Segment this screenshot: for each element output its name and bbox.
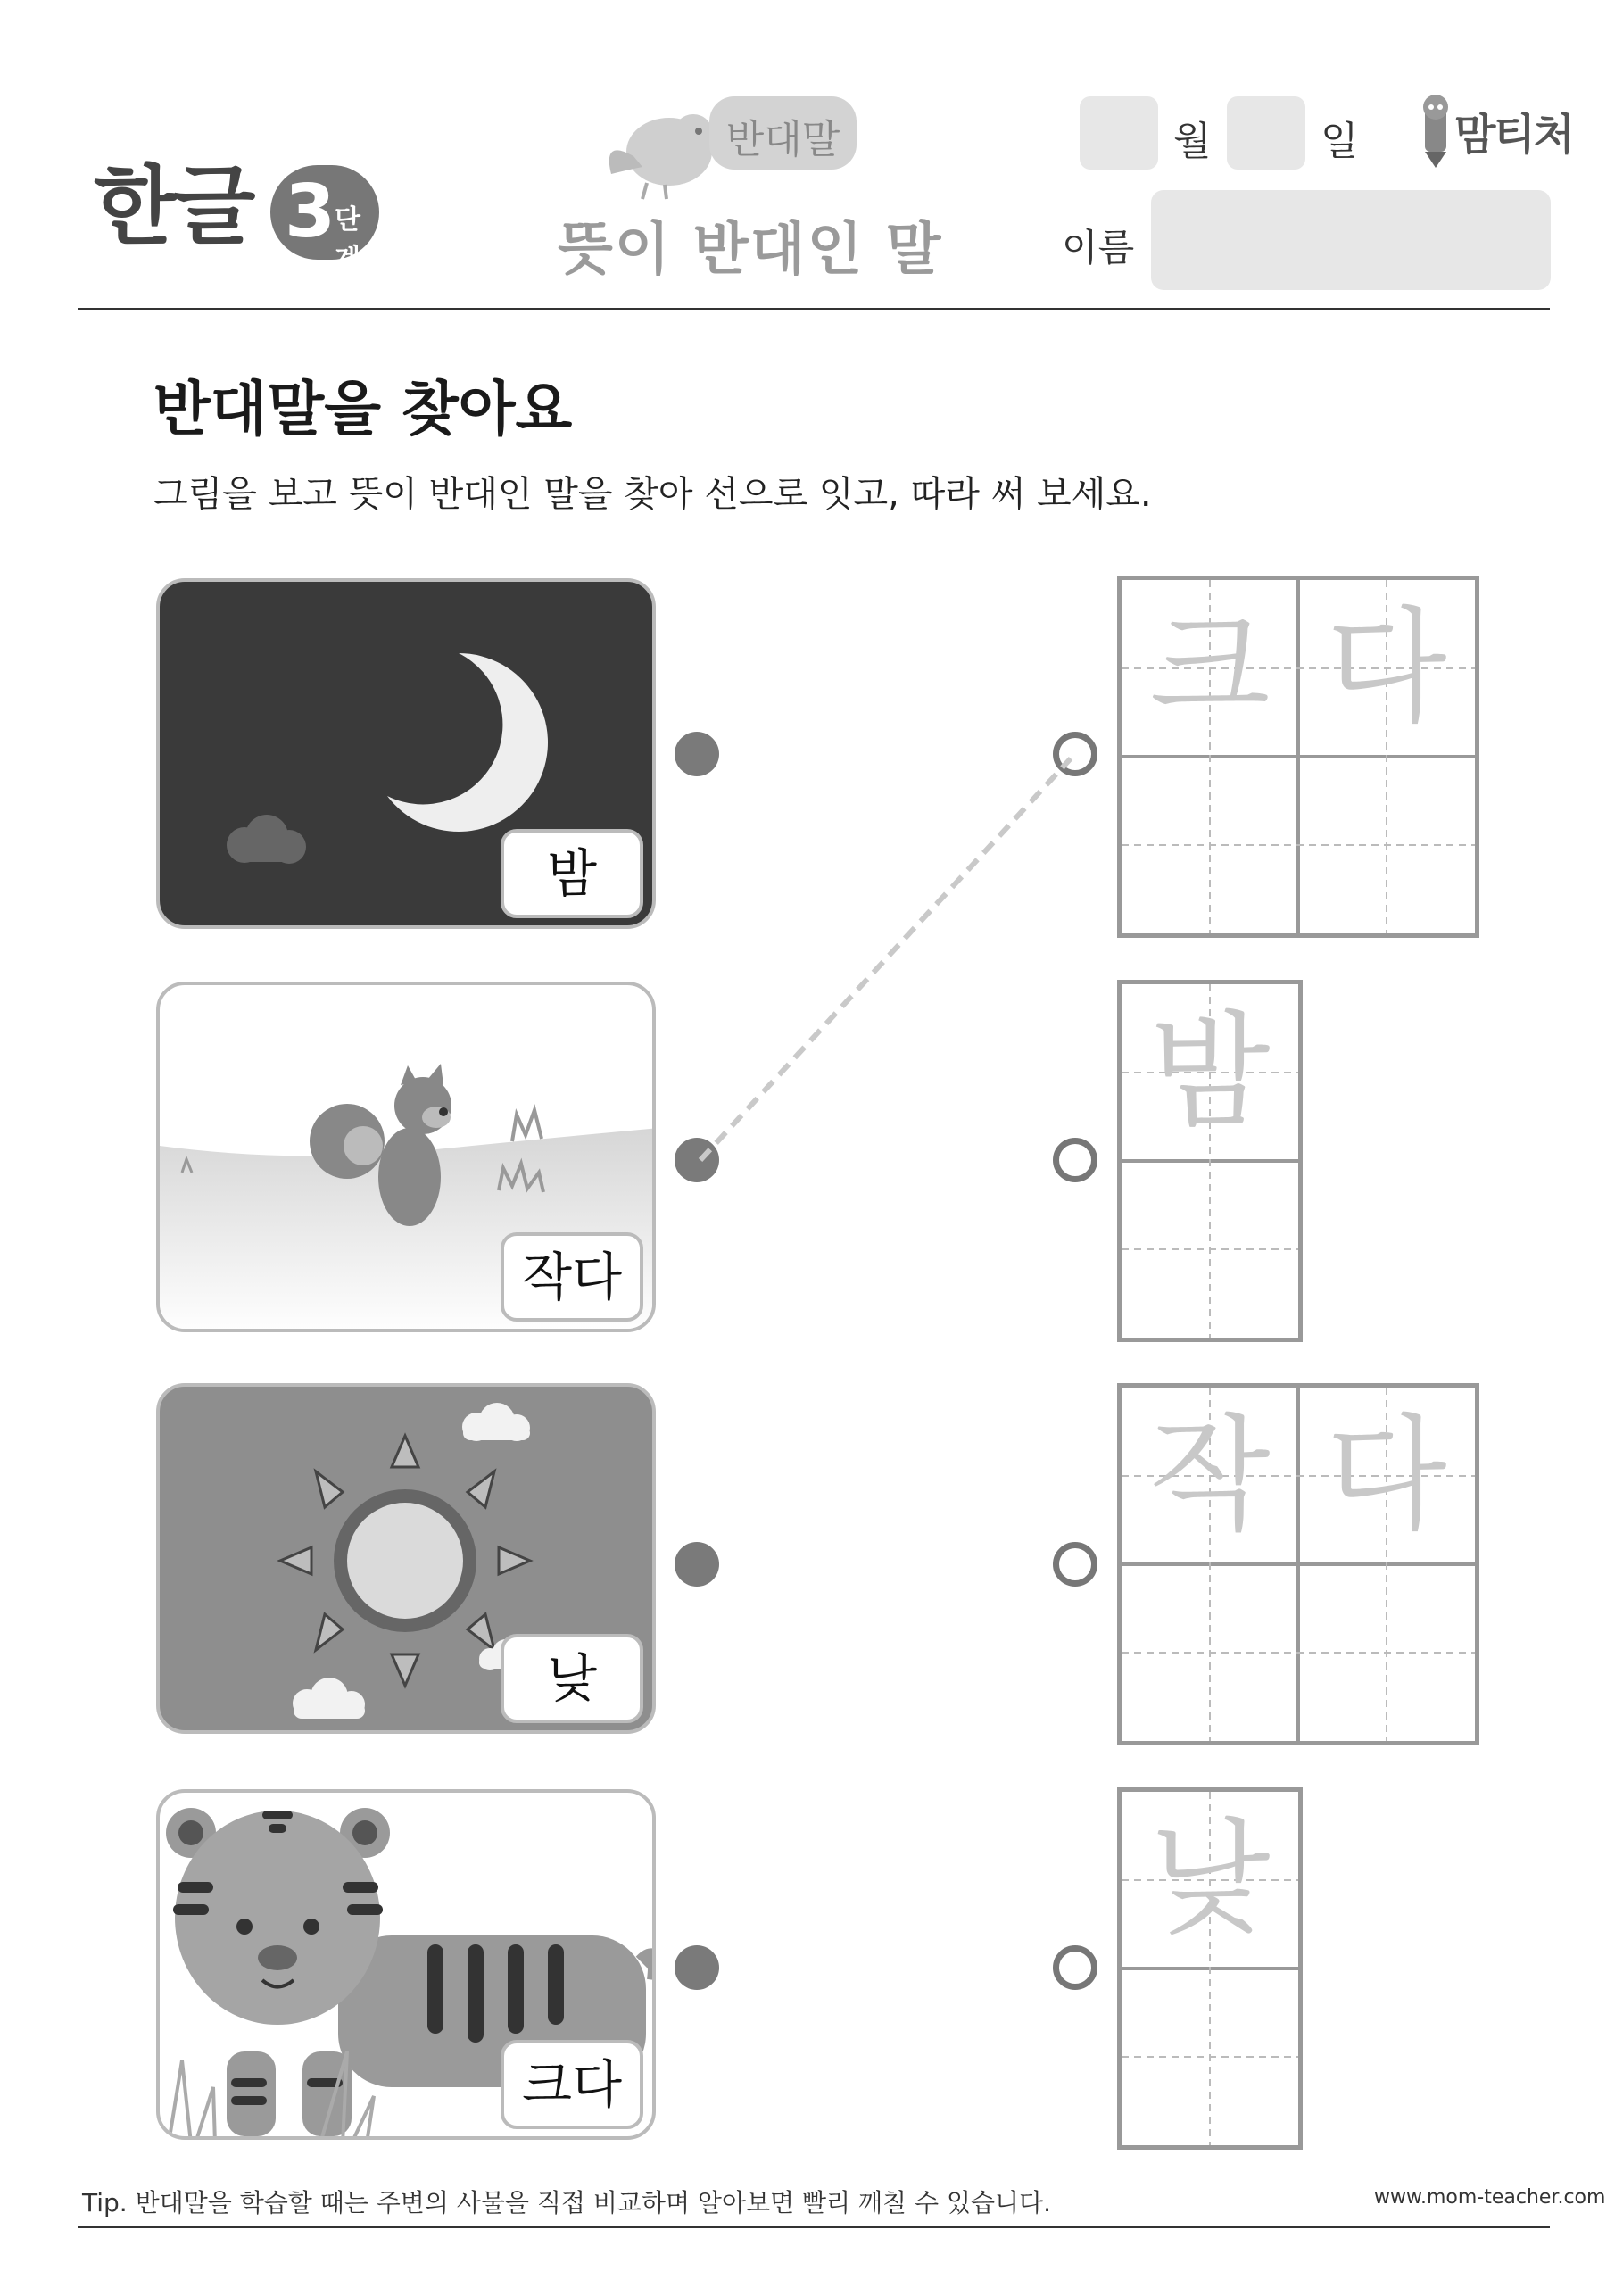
day-label: 일 [1321,119,1359,164]
trace-guide-char: 밤 [1149,999,1271,1145]
worksheet-title: 반대말을 찾아요 [153,375,573,443]
card-label-day: 낮 [501,1634,643,1723]
writing-grid-1[interactable] [1117,576,1479,938]
level-step-label: 단계 [335,204,360,275]
worksheet-subtitle: 뜻이 반대인 말 [558,217,943,283]
trace-guide-char: 크 [1149,595,1271,741]
website-link[interactable]: www.mom-teacher.com [1374,2186,1606,2209]
footer-divider [78,2226,1550,2228]
trace-guide-char: 작 [1149,1403,1271,1548]
logo-text: 한글 [94,156,253,256]
writing-grid-2[interactable] [1117,980,1303,1342]
card-label-big: 크다 [501,2040,643,2129]
card-label-night: 밤 [501,829,643,918]
card-label-small: 작다 [501,1232,643,1322]
trace-guide-char: 낮 [1149,1807,1271,1952]
study-tip: Tip. 반대말을 학습할 때는 주변의 사물을 직접 비교하며 알아보면 빨리 깨칠 수 있습니다. [82,2188,1052,2217]
writing-grid-3[interactable] [1117,1383,1479,1745]
topic-tag: 반대말 [725,117,840,162]
worksheet-instructions: 그림을 보고 뜻이 반대인 말을 찾아 선으로 잇고, 따라 써 보세요. [153,474,1152,515]
month-label: 월 [1173,119,1212,164]
brand-text: 맘티처 [1454,110,1574,160]
level-number: 3 [285,170,336,254]
trace-guide-char: 다 [1326,595,1447,741]
trace-guide-char: 다 [1326,1403,1447,1548]
name-label: 이름 [1062,226,1135,269]
writing-grid-4[interactable] [1117,1787,1303,2150]
